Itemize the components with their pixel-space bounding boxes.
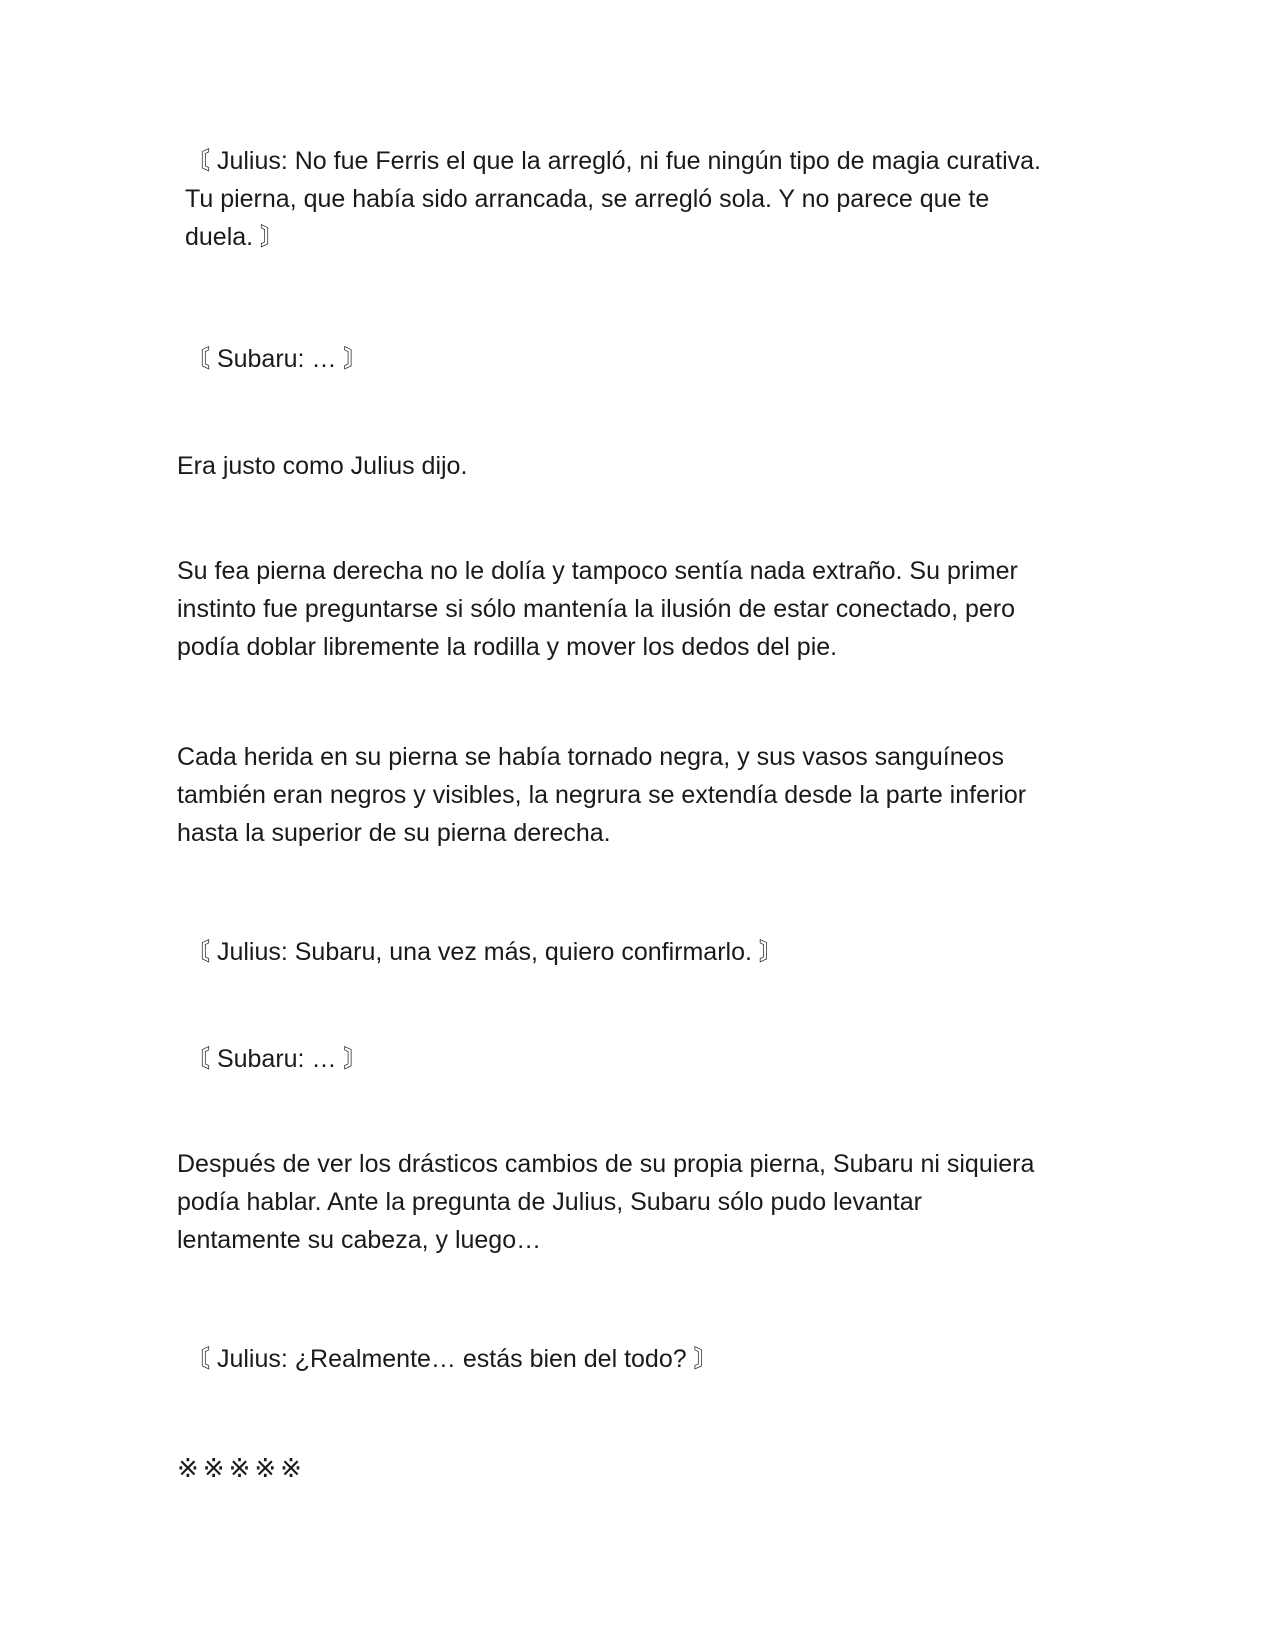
dialog-subaru-silence-2 [177, 1040, 1115, 1078]
text-line: podía doblar libremente la rodilla y mover los dedos del pie. [177, 633, 838, 661]
text-line: lentamente su cabeza, y luego… [177, 1226, 542, 1254]
dialog-julius-confirm [177, 933, 1115, 971]
text-line: podía hablar. Ante la pregunta de Julius, Subaru sólo pudo levantar [177, 1188, 922, 1216]
text-line: Cada herida en su pierna se había tornado negra, y sus vasos sanguíneos [177, 743, 1004, 771]
section-divider [177, 1450, 1107, 1488]
narration-paragraph-1 [177, 447, 1107, 485]
text-line: Tu pierna, que había sido arrancada, se arregló sola. Y no parece que te [185, 185, 990, 213]
narration-paragraph-2 [177, 552, 1107, 666]
dialog-subaru-silence-1 [177, 340, 1115, 378]
text-line: instinto fue preguntarse si sólo mantenía la ilusión de estar conectado, pero [177, 595, 1016, 623]
text-line: Era justo como Julius dijo. [177, 452, 468, 480]
narration-paragraph-4 [177, 1145, 1107, 1259]
text-line: 〘 Subaru: … 〙 [185, 345, 369, 373]
text-line: Después de ver los drásticos cambios de su propia pierna, Subaru ni siquiera [177, 1150, 1035, 1178]
dialog-julius-leg-healed [177, 142, 1115, 256]
text-line: también eran negros y visibles, la negrura se extendía desde la parte inferior [177, 781, 1027, 809]
text-line: 〘 Julius: ¿Realmente… estás bien del todo? 〙 [185, 1345, 719, 1373]
dialog-julius-question [177, 1340, 1115, 1378]
divider-marks: ※※※※※ [177, 1454, 306, 1484]
text-line: 〘 Julius: Subaru, una vez más, quiero confirmarlo. 〙 [185, 938, 784, 966]
narration-paragraph-3 [177, 738, 1107, 852]
text-line: Su fea pierna derecha no le dolía y tampoco sentía nada extraño. Su primer [177, 557, 1018, 585]
text-line: hasta la superior de su pierna derecha. [177, 819, 611, 847]
text-line: 〘 Subaru: … 〙 [185, 1045, 369, 1073]
text-line: 〘 Julius: No fue Ferris el que la arregló, ni fue ningún tipo de magia curativa. [185, 147, 1042, 175]
text-line: duela. 〙 [185, 223, 286, 251]
